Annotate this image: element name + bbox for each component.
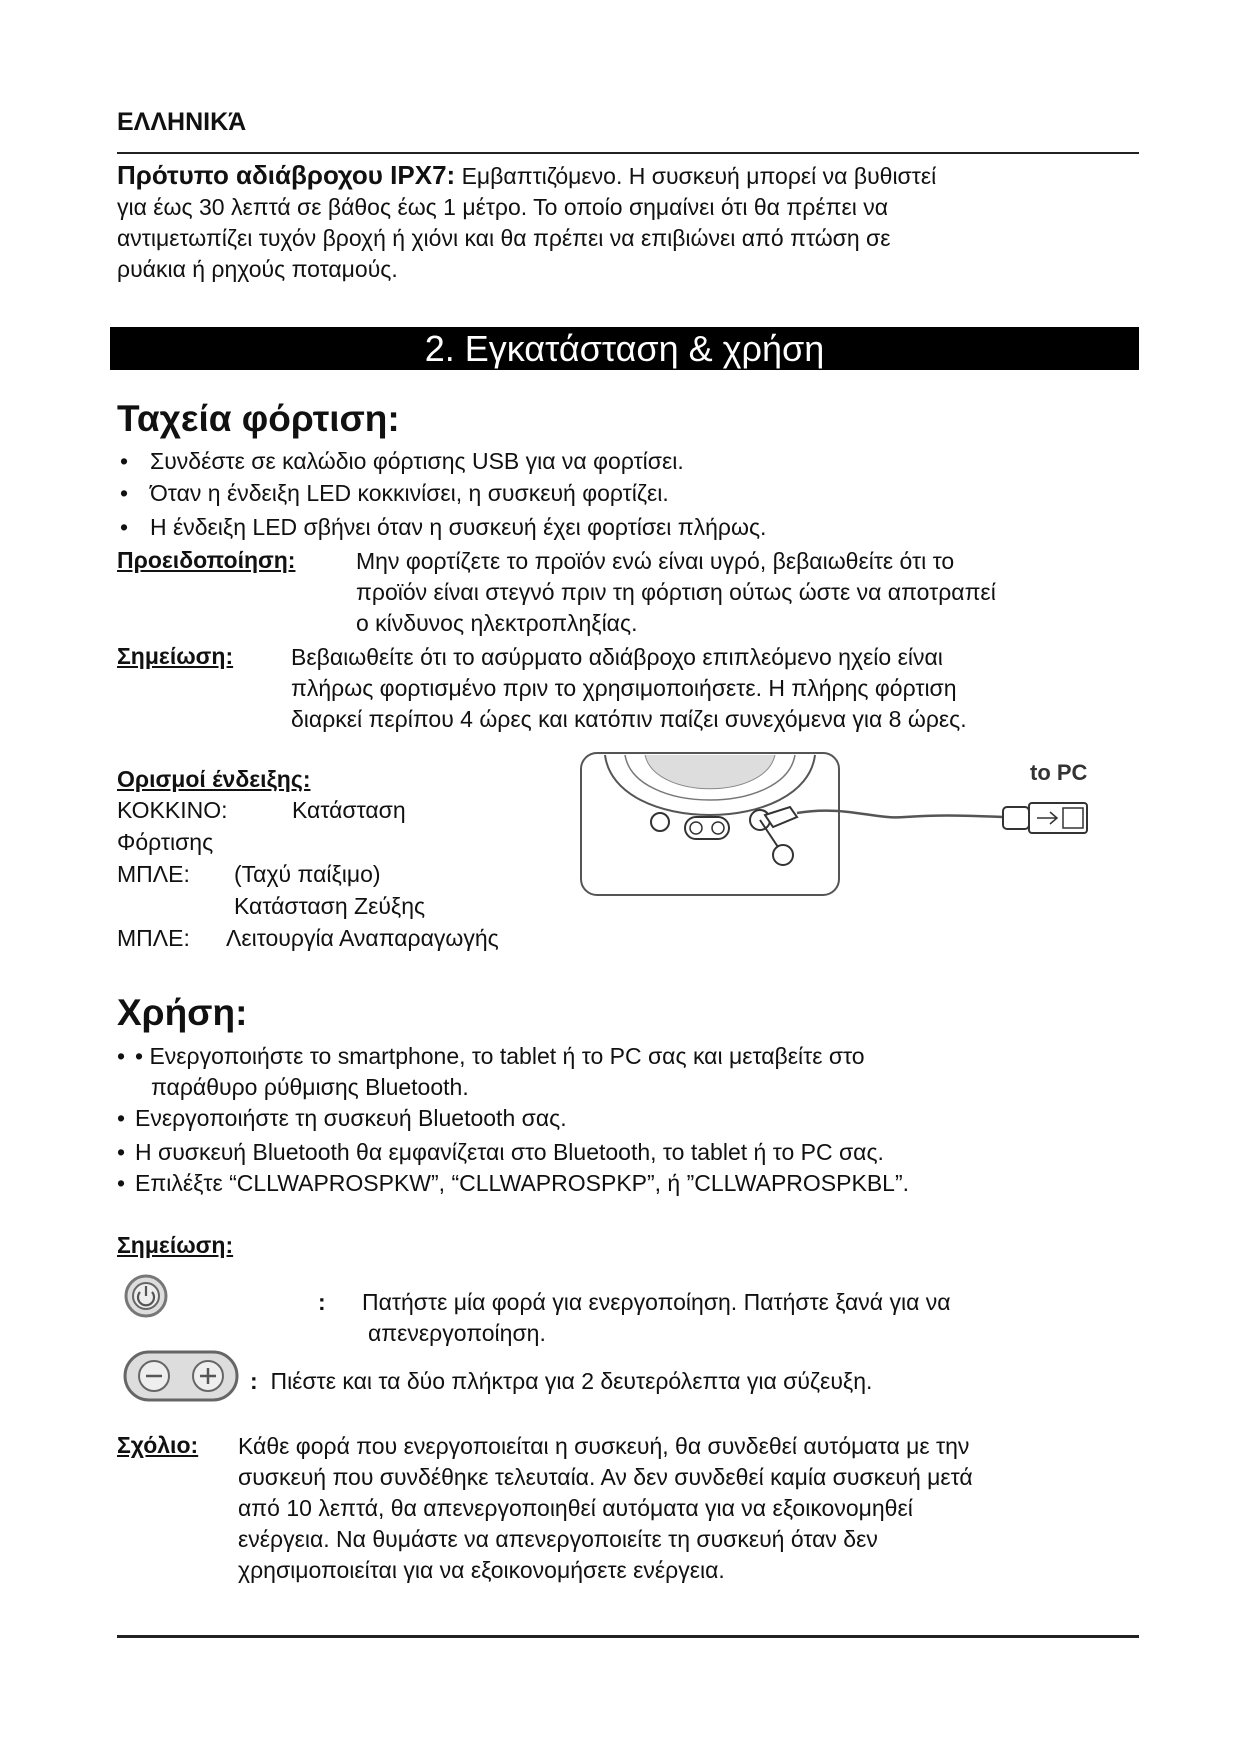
footer-rule <box>117 1635 1139 1638</box>
note-label: Σημείωση: <box>117 643 234 669</box>
ipx7-line1: Εμβαπτιζόμενο. Η συσκευή μπορεί να βυθιστεί <box>455 163 937 189</box>
list-item: • Επιλέξτε “CLLWAPROSPKW”, “CLLWAPROSPKP”, ή ”CLLWAPROSPKBL”. <box>117 1168 1137 1199</box>
ipx7-lead: Πρότυπο αδιάβροχου IPX7: <box>117 160 456 190</box>
power-instruction: Πατήστε μία φορά για ενεργοποίηση. Πατήστε ξανά για να απενεργοποίηση. <box>362 1289 951 1346</box>
warning-label: Προειδοποίηση: <box>117 547 296 573</box>
red-value-cont: Φόρτισης <box>117 829 214 855</box>
list-item: • Η συσκευή Bluetooth θα εμφανίζεται στο Bluetooth, το tablet ή το PC σας. <box>117 1137 1137 1168</box>
bullet-icon: • <box>117 1139 126 1165</box>
blue1-value: (Ταχύ παίξιμο) <box>234 861 381 887</box>
bullet-icon: • <box>117 1043 126 1069</box>
bullet-icon: • <box>117 1170 126 1196</box>
language-heading: ΕΛΛΗΝΙΚΆ <box>117 108 247 136</box>
note2-label: Σημείωση: <box>117 1232 234 1258</box>
blue1-key: ΜΠΛΕ: <box>117 861 190 887</box>
list-item: • • Ενεργοποιήστε το smartphone, το tablet ή το PC σας και μεταβείτε στο <box>117 1041 1137 1072</box>
bullet-icon: • <box>120 514 129 540</box>
blue2-key: ΜΠΛΕ: <box>117 925 190 951</box>
list-item: • Συνδέστε σε καλώδιο φόρτισης USB για να φορτίσει. <box>120 446 1120 478</box>
to-pc-label: to PC <box>1030 760 1088 785</box>
comment-text: Κάθε φορά που ενεργοποιείται η συσκευή, θα συνδεθεί αυτόματα με την συσκευή που συνδέθηκε τελευταία. Αν δεν συνδεθεί καμία συσκευή μετά από 10 λεπτά, θα απενεργοποιηθεί αυτόματα για να εξοικονομηθεί ενέργεια. Να θυμάστε να απενεργοποιείτε τη συσκευή όταν δεν χρησιμοποιείται για να εξοικονομήσετε ενέργεια. <box>238 1433 973 1583</box>
bullet-icon: • <box>120 480 129 506</box>
power-button-icon <box>122 1272 170 1320</box>
ipx7-line2: για έως 30 λεπτά σε βάθος έως 1 μέτρο. Το οποίο σημαίνει ότι θα πρέπει να <box>117 194 888 220</box>
power-colon: : <box>318 1289 326 1315</box>
bullet-icon: • <box>117 1105 126 1131</box>
pair-buttons-icon <box>122 1349 240 1403</box>
port-cap-icon <box>773 845 793 865</box>
list-item: • Όταν η ένδειξη LED κοκκινίσει, η συσκευή φορτίζει. <box>120 478 1120 512</box>
indicators-label: Ορισμοί ένδειξης: <box>117 766 311 792</box>
usage-list <box>117 1041 1137 1199</box>
ipx7-line4: ρυάκια ή ρηχούς ποταμούς. <box>117 256 398 282</box>
section-banner: 2. Εγκατάσταση & χρήση <box>110 327 1139 370</box>
indicators-list <box>117 795 587 955</box>
speaker-usb-figure <box>575 745 1110 905</box>
blue1-value-cont: Κατάσταση Ζεύξης <box>234 893 426 919</box>
blue2-value: Λειτουργία Αναπαραγωγής <box>226 925 499 951</box>
ipx7-paragraph <box>117 160 1147 285</box>
list-item-cont: παράθυρο ρύθμισης Bluetooth. <box>151 1074 469 1100</box>
warning-text: Μην φορτίζετε το προϊόν ενώ είναι υγρό, βεβαιωθείτε ότι το προϊόν είναι στεγνό πριν τη φόρτιση ούτως ώστε να αποτραπεί ο κίνδυνος ηλεκτροπληξίας. <box>356 548 996 636</box>
charging-list <box>120 446 1120 544</box>
pair-instruction: : Πιέστε και τα δύο πλήκτρα για 2 δευτερόλεπτα για σύζευξη. <box>250 1368 873 1394</box>
note-text: Βεβαιωθείτε ότι το ασύρματο αδιάβροχο επιπλεόμενο ηχείο είναι πλήρως φορτισμένο πριν το χρησιμοποιήσετε. Η πλήρης φόρτιση διαρκεί περίπου 4 ώρες και κατόπιν παίζει συνεχόμενα για 8 ώρες. <box>291 644 967 732</box>
led-icon <box>651 813 669 831</box>
header-rule <box>117 152 1139 154</box>
list-item: • Ενεργοποιήστε τη συσκευή Bluetooth σας. <box>117 1103 1137 1137</box>
usb-connector-icon <box>1003 807 1029 829</box>
ipx7-line3: αντιμετωπίζει τυχόν βροχή ή χιόνι και θα πρέπει να επιβιώνει από πτώση σε <box>117 225 891 251</box>
volume-buttons-icon <box>685 817 729 839</box>
list-item: • Η ένδειξη LED σβήνει όταν η συσκευή έχει φορτίσει πλήρως. <box>120 512 1120 544</box>
bullet-icon: • <box>120 448 129 474</box>
red-key: ΚΟΚΚΙΝΟ: <box>117 797 228 823</box>
red-value: Κατάσταση <box>292 797 406 823</box>
charging-heading: Ταχεία φόρτιση: <box>117 398 400 439</box>
comment-label: Σχόλιο: <box>117 1432 199 1458</box>
usage-heading: Χρήση: <box>117 992 248 1033</box>
